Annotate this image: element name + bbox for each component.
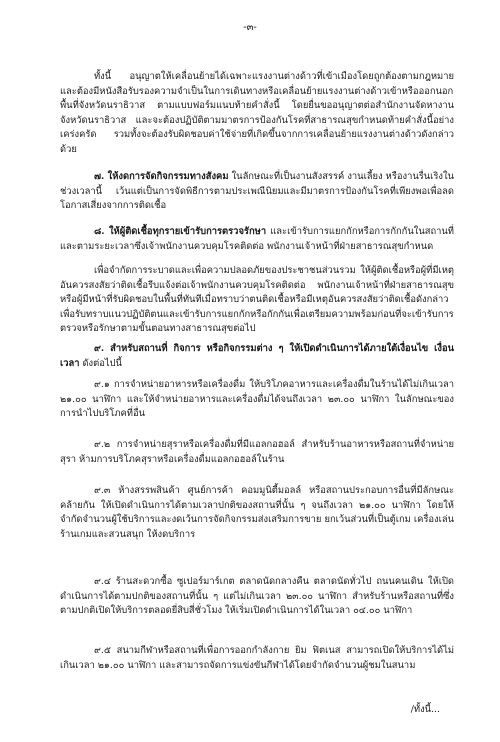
page-number: -๓- — [243, 22, 257, 33]
paragraph-2-heading: ๗. ให้งดการจัดกิจกรรมทางสังคม — [94, 171, 229, 182]
paragraph-10 — [60, 644, 454, 673]
paragraph-2 — [60, 170, 454, 214]
continuation-marker: /ทั้งนี้... — [410, 704, 440, 715]
paragraph-3-text: และเข้ารับการแยกกักหรือการกักกันในสถานที่และตามระยะเวลาซึ่งเจ้าพนักงานควบคุมโรคติดต่อ พนักงานเจ้าหน้าที่ฝ่ายสาธารณสุขกำหนด — [60, 226, 454, 252]
paragraph-5 — [60, 342, 454, 371]
paragraph-3 — [60, 225, 454, 254]
paragraph-5-text: ดังต่อไปนี้ — [82, 357, 122, 369]
paragraph-2-text: ในลักษณะที่เป็นงานสังสรรค์ งานเลี้ยง หรืองานรื่นเริงในช่วงเวลานี้ เว้นแต่เป็นการจัดพิธีการตามประเพณีนิยมและมีมาตรการป้องกันโรคที่เพียงพอเพื่อลดโอกาสเสี่ยงจากการติดเชื้อ — [60, 171, 454, 212]
paragraph-3-heading: ๘. ให้ผู้ติดเชื้อทุกรายเข้ารับการตรวจรักษา — [94, 226, 267, 237]
paragraph-4-text: เพื่อจำกัดการระบาดและเพื่อความปลอดภัยของประชาชนส่วนรวม ให้ผู้ติดเชื้อหรือผู้ที่มีเหตุอันควรสงสัยว่าติดเชื้อรีบแจ้งต่อเจ้าพนักงานควบคุมโรคติดต่อ พนักงานเจ้าหน้าที่ฝ่ายสาธารณสุข หรือผู้มีหน้าที่รับผิดชอบในพื้นที่ทันทีเมื่อทราบว่าตนติดเชื้อหรือมีเหตุอันควรสงสัยว่าติดเชื้อดังกล่าวเพื่อรับทราบแนวปฏิบัติตนและเข้ารับการแยกกักหรือกักกันเพื่อเตรียมความพร้อมก่อนที่จะเข้ารับการตรวจหรือรักษาตามขั้นตอนทางสาธารณสุขต่อไป — [60, 265, 454, 335]
paragraph-8 — [60, 484, 454, 542]
paragraph-9-text: ๙.๔ ร้านสะดวกซื้อ ซูเปอร์มาร์เกต ตลาดนัดกลางคืน ตลาดนัดทั่วไป ถนนคนเดิน ให้เปิดดำเนินการได้ตามปกติของสถานที่นั้น ๆ แต่ไม่เกินเวลา ๒๓.๐๐ นาฬิกา สำหรับร้านหรือสถานที่ซึ่งตามปกติเปิดให้บริการตลอดยี่สิบสี่ชั่วโมง ให้เริ่มเปิดดำเนินการได้ในเวลา ๐๔.๐๐ นาฬิกา — [60, 576, 454, 617]
paragraph-5-heading: ๙. สำหรับสถานที่ กิจการ หรือกิจกรรมต่าง ๆ ให้เปิดดำเนินการได้ภายใต้เงื่อนไข เงื่อนเวลา — [60, 343, 454, 369]
paragraph-9 — [60, 575, 454, 619]
paragraph-7 — [60, 438, 454, 467]
paragraph-10-text: ๙.๕ สนามกีฬาหรือสถานที่เพื่อการออกกำลังกาย ยิม ฟิตเนส สามารถเปิดให้บริการได้ไม่เกินเวลา ๒๑.๐๐ นาฬิกา และสามารถจัดการแข่งขันกีฬาได้โดยจำกัดจำนวนผู้ชมในสนาม — [60, 645, 454, 671]
paragraph-6-text: ๙.๑ การจำหน่ายอาหารหรือเครื่องดื่ม ให้บริโภคอาหารและเครื่องดื่มในร้านได้ไม่เกินเวลา ๒๑.๐๐ นาฬิกา และให้จำหน่ายอาหารและเครื่องดื่มได้จนถึงเวลา ๒๓.๐๐ นาฬิกา ในลักษณะของการนำไปบริโภคที่อื่น — [60, 379, 454, 420]
paragraph-6 — [60, 378, 454, 422]
paragraph-4 — [60, 264, 454, 337]
paragraph-8-text: ๙.๓ ห้างสรรพสินค้า ศูนย์การค้า คอมมูนิตี้มอลล์ หรือสถานประกอบการอื่นที่มีลักษณะคล้ายกัน ให้เปิดดำเนินการได้ตามเวลาปกติของสถานที่นั้น ๆ จนถึงเวลา ๒๑.๐๐ นาฬิกา โดยให้จำกัดจำนวนผู้ใช้บริการและงดเว้นการจัดกิจกรรมส่งเสริมการขาย ยกเว้นส่วนที่เป็นตู้เกม เครื่องเล่น ร้านเกมและสวนสนุก ให้งดบริการ — [60, 485, 454, 540]
paragraph-1 — [60, 70, 454, 158]
paragraph-1-text: ทั้งนี้ อนุญาตให้เคลื่อนย้ายได้เฉพาะแรงงานต่างด้าวที่เข้าเมืองโดยถูกต้องตามกฎหมาย และต้องมีหนังสือรับรองความจำเป็นในการเดินทางหรือเคลื่อนย้ายแรงงานต่างด้าวเข้าหรือออกนอกพื้นที่จังหวัดนราธิวาส ตามแบบฟอร์มแนบท้ายคำสั่งนี้ โดยยื่นขออนุญาตต่อสำนักงานจัดหางานจังหวัดนราธิวาส และจะต้องปฏิบัติตามมาตรการป้องกันโรคที่สาธารณสุขกำหนดท้ายคำสั่งนี้อย่างเคร่งครัด รวมทั้งจะต้องรับผิดชอบค่าใช้จ่ายที่เกิดขึ้นจากการเคลื่อนย้ายแรงงานต่างด้าวดังกล่าวด้วย — [60, 71, 454, 155]
paragraph-7-text: ๙.๒ การจำหน่ายสุราหรือเครื่องดื่มที่มีแอลกอฮอล์ สำหรับร้านอาหารหรือสถานที่จำหน่ายสุรา ห้ามการบริโภคสุราหรือเครื่องดื่มแอลกอฮอล์ในร้าน — [60, 439, 454, 465]
